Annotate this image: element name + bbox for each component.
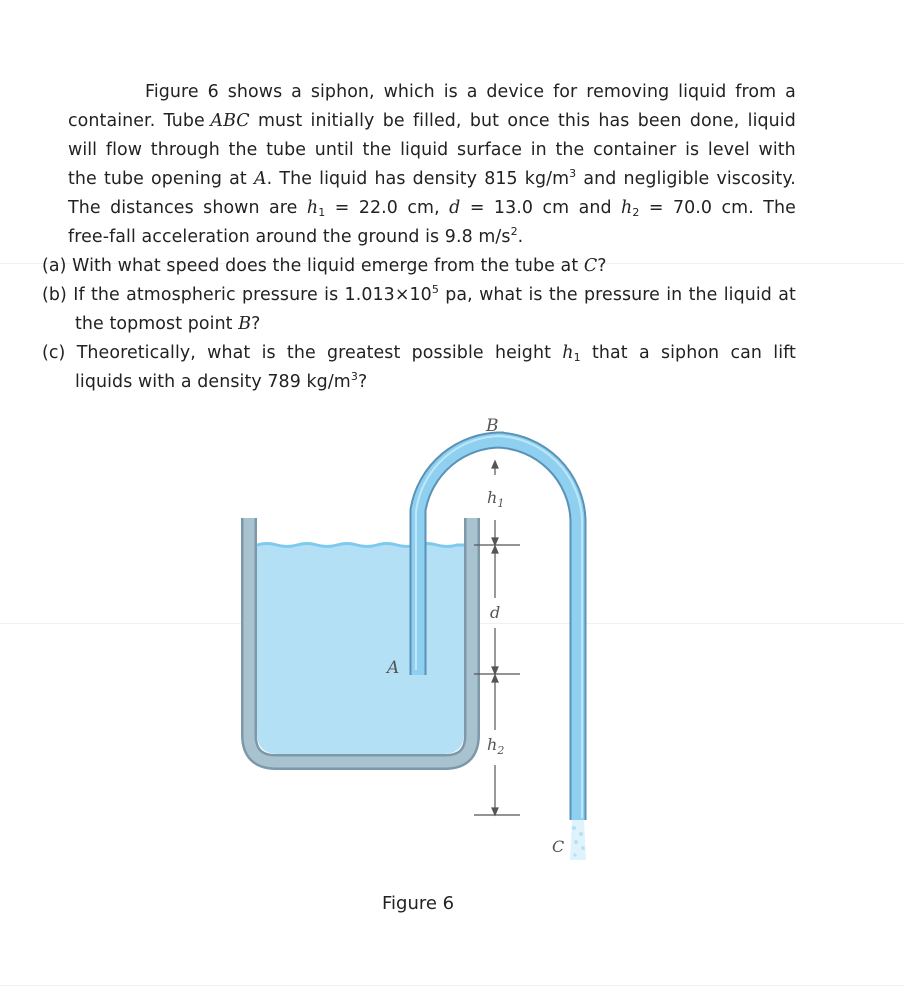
intro-line-6: free-fall acceleration around the ground is 9.8 $m/s^2$. — [68, 225, 524, 247]
container-liquid — [257, 545, 464, 754]
label-h2 — [487, 735, 504, 757]
part-a: (a) With what speed does the liquid emerge from the tube at C? — [42, 256, 607, 276]
intro-line-4: the tube opening at A. The liquid has density 815 $kg/m^3$ and negligible viscosity. — [68, 167, 796, 189]
intro-line-1: Figure 6 shows a siphon, which is a device for removing liquid from a — [145, 82, 796, 102]
label-b: B — [486, 416, 499, 436]
figure-caption: Figure 6 — [382, 893, 455, 914]
emerging-liquid — [570, 820, 586, 860]
part-b-line-1: (b) If the atmospheric pressure is $1.013\times 10^5$ pa, what is the pressure in the liquid at — [42, 283, 796, 305]
intro-line-5: The distances shown are $h_1$ = 22.0 cm, d = 13.0 cm and $h_2$ = 70.0 cm. The — [68, 198, 796, 219]
intro-line-3: will flow through the tube until the liquid surface in the container is level with — [68, 140, 796, 160]
label-h2-h: h — [487, 735, 498, 754]
label-h1-h: h — [487, 488, 498, 507]
label-d: d — [490, 603, 501, 622]
part-b-line-2: the topmost point B? — [75, 314, 261, 334]
intro-line-2: container. Tube ABC must initially be filled, but once this has been done, liquid — [68, 111, 796, 131]
label-h1-sub: 1 — [497, 497, 505, 510]
label-c: C — [552, 837, 565, 856]
part-c-line-2: liquids with a density 789 $kg/m^3$? — [75, 370, 368, 392]
label-a: A — [387, 658, 400, 678]
dimension-lines — [474, 461, 520, 815]
label-h1 — [487, 488, 504, 510]
part-c-line-1: (c) Theoretically, what is the greatest possible height $h_1$ that a siphon can lift — [42, 343, 796, 364]
label-h2-sub: 2 — [497, 744, 505, 757]
